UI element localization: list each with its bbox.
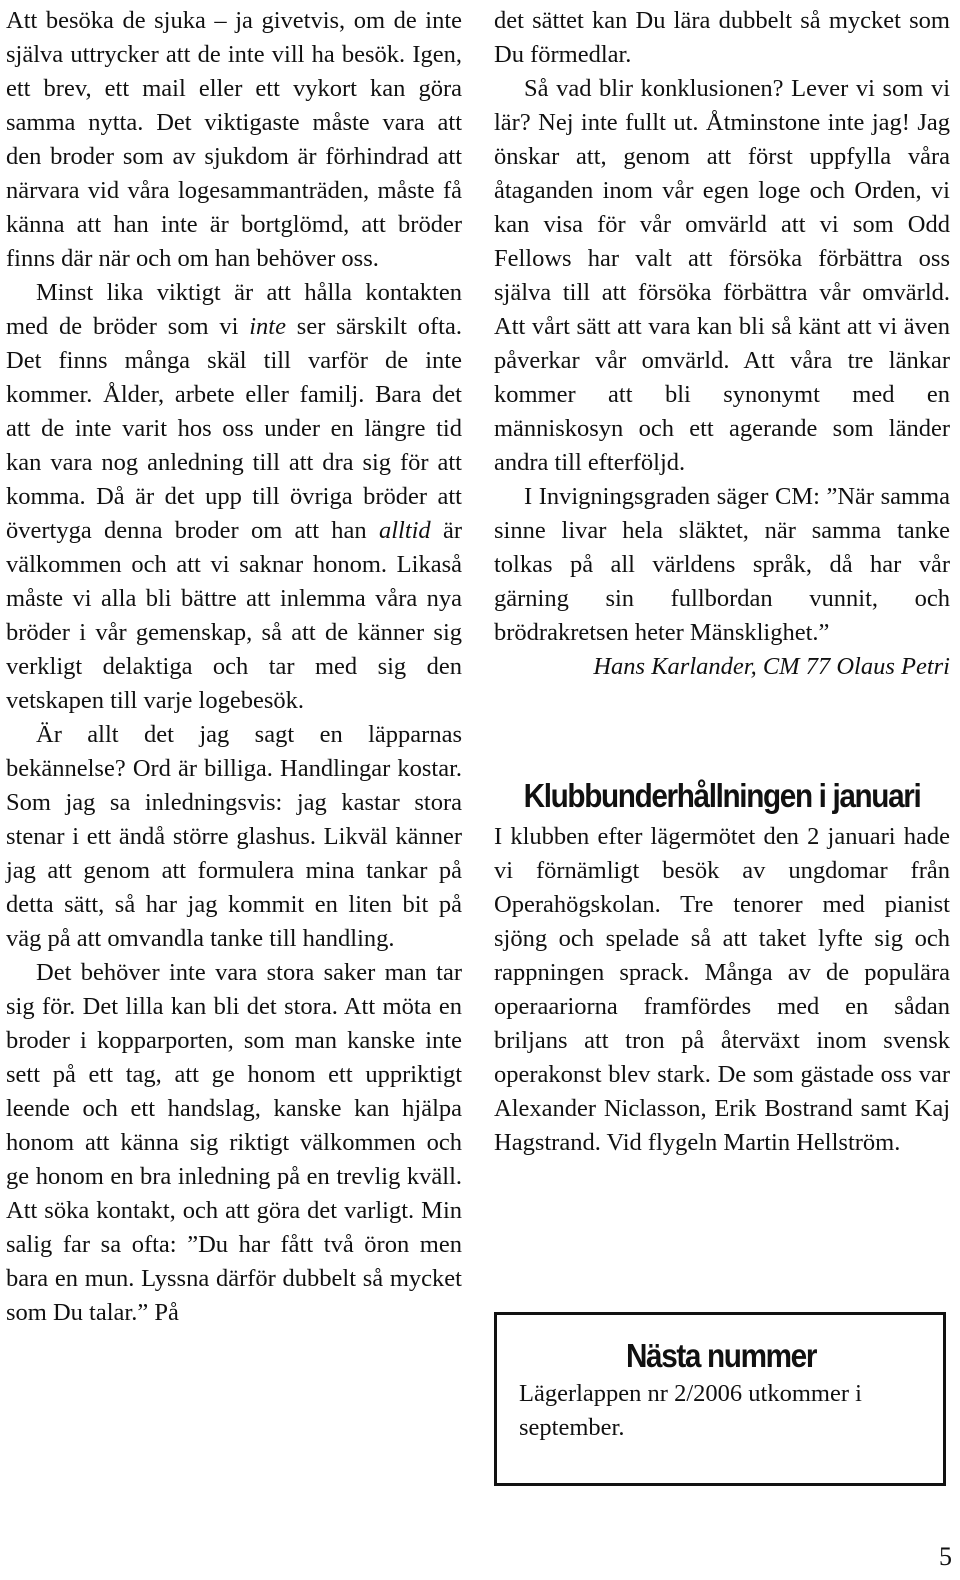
box-title: Nästa nummer [625,1337,817,1374]
paragraph: Så vad blir konklusionen? Lever vi som vi lär? Nej inte fullt ut. Åtminstone inte jag! Jag önskar att, genom att först uppfylla våra åtaganden inom vår egen loge och Orden, vi kan visa för vår omvärld att vi som Odd Fellows har valt att försöka förbättra oss själva till att försöka förbättra vår omvärld. Att vårt sätt att vara kan bli så känt att vi även påverkar vår omvärld. Att våra tre länkar kommer att bli synonymt med en människosyn och ett agerande som länder andra till efterföljd. [494,75,950,476]
paragraph: Är allt det jag sagt en läpparnas bekännelse? Ord är billiga. Handlingar kostar. Som jag sa inledningsvis: jag kastar stora stenar i ett ändå större glashus. Likväl känner jag att genom att formulera mina tankar på detta sätt, så har jag kommit en liten bit på väg på att omvandla tanke till handling. [6,721,462,952]
paragraph: I klubben efter lägermötet den 2 januari hade vi förnämligt besök av ungdomar från Operahögskolan. Tre tenorer med pianist sjöng och spelade så att taket lyfte sig och rappningen sprack. Många av de populära operaariorna framfördes med en sådan briljans att tron på återväxt inom svensk operakonst blev stark. De som gästade oss var Alexander Niclasson, Erik Bostrand samt Kaj Hagstrand. Vid flygeln Martin Hellström. [494,823,950,1156]
left-column [6,4,462,1330]
box-text: Lägerlappen nr 2/2006 utkommer i september. [519,1380,862,1441]
page-number: 5 [939,1542,952,1571]
paragraph: Minst lika viktigt är att hålla kontakten med de bröder som vi inte ser särskilt ofta. Det finns många skäl till varför de inte kommer. Ålder, arbete eller familj. Bara det att de inte varit hos oss under en längre tid kan vara nog anledning till att dra sig för att komma. Då är det upp till övriga bröder att övertyga denna broder om att han alltid är välkommen och att vi saknar honom. Likaså måste vi alla bli bättre att inlemma våra nya bröder i vår gemenskap, så att de känner sig verkligt delaktiga och tar med sig den vetskapen till varje logebesök. [6,279,462,714]
paragraph: I Invigningsgraden säger CM: ”När samma sinne livar hela släktet, när samma tanke tolkas på all världens språk, då har vår gärning sin fullbordan vunnit, och brödrakretsen heter Mänsklighet.” [494,483,950,646]
right-column [494,4,950,1160]
paragraph: Det behöver inte vara stora saker man tar sig för. Det lilla kan bli det stora. Att möta en broder i kopparporten, som man kanske inte sett på ett tag, att ge honom ett uppriktigt leende och ett handslag, kanske kan hjälpa honom att känna sig riktigt välkommen och ge honom en bra inledning på en trevlig kväll. Att söka kontakt, och att göra det varligt. Min salig far sa ofta: ”Du har fått två öron men bara en mun. Lyssna därför dubbelt så mycket som Du talar.” På [6,959,462,1326]
author-signature: Hans Karlander, CM 77 Olaus Petri [593,653,950,680]
paragraph: Att besöka de sjuka – ja givetvis, om de inte själva uttrycker att de inte vill ha besök. Igen, ett brev, ett mail eller ett vykort kan göra samma nytta. Det viktigaste måste vara att den broder som av sjukdom är förhindrad att närvara vid våra logesammanträden, måste få känna att han inte är bortglömd, att bröder finns där när och om han behöver oss. [6,7,462,272]
paragraph: det sättet kan Du lära dubbelt så mycket som Du förmedlar. [494,7,950,68]
section-heading: Klubbunderhållningen i januari [523,777,921,814]
next-issue-box [494,1312,946,1486]
